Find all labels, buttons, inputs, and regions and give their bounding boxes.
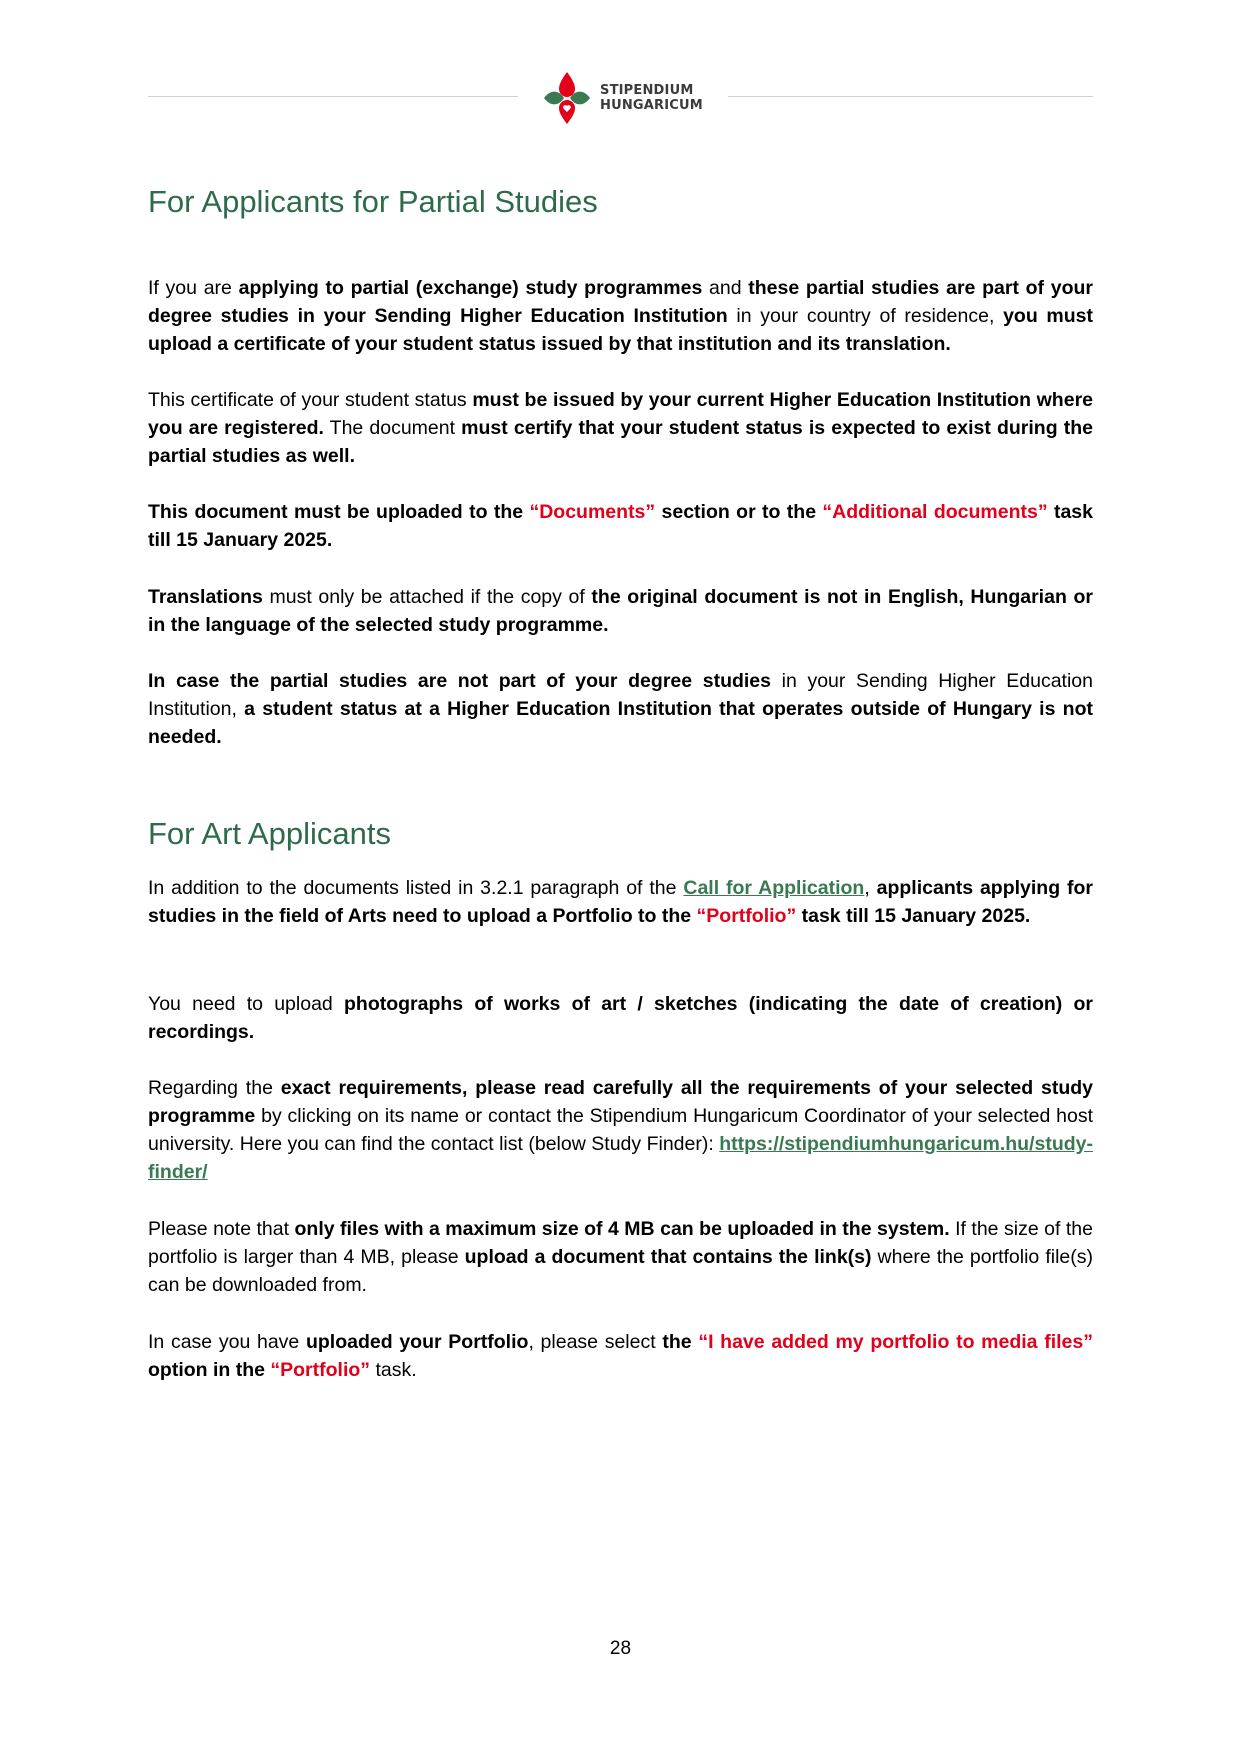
header-rule-left — [148, 96, 518, 97]
text: by clicking on its name or contact the Stipendium Hungaricum Coordinator of your selected host university. Here you can find the contact list (below Study Finder): — [148, 1105, 1093, 1155]
bold-text: task till 15 January 2025. — [796, 905, 1031, 927]
text: and — [702, 277, 749, 299]
bold-text: applicants applying for studies in the field of Arts need to upload a Portfolio to the — [148, 877, 1094, 927]
section-heading-art-applicants: For Art Applicants — [148, 816, 391, 851]
text: This certificate of your student status — [148, 389, 473, 411]
text: The document — [323, 417, 462, 439]
bold-text: section or to the — [655, 501, 823, 523]
paragraph — [148, 498, 1093, 554]
stipendium-hungaricum-logo — [542, 70, 703, 126]
bold-text: This document must be uploaded to the — [148, 501, 530, 523]
paragraph — [148, 874, 1093, 930]
text: task. — [370, 1359, 417, 1381]
text: In case you have — [148, 1331, 306, 1353]
flower-logo-icon — [542, 70, 592, 126]
logo-line-1: STIPENDIUM — [600, 83, 694, 98]
text: In addition to the documents listed in 3.2.1 paragraph of the — [148, 877, 684, 899]
bold-text: must be issued by your current Higher Education Institution where you are registered. — [148, 389, 1094, 439]
text: , please select — [528, 1331, 663, 1353]
section-heading-partial-studies: For Applicants for Partial Studies — [148, 184, 598, 219]
paragraph — [148, 667, 1093, 751]
paragraph — [148, 1074, 1093, 1186]
text: You need to upload — [148, 993, 344, 1015]
header-rule-right — [728, 96, 1093, 97]
bold-text: Translations — [148, 586, 263, 608]
text: where the portfolio file(s) can be downloaded from. — [148, 1246, 1093, 1296]
text: must only be attached if the copy of — [262, 586, 592, 608]
logo-line-2: HUNGARICUM — [600, 98, 703, 113]
bold-text: uploaded your Portfolio — [305, 1331, 529, 1353]
link[interactable]: https://stipendiumhungaricum.hu/study-finder/ — [148, 1133, 1093, 1183]
page-number: 28 — [609, 1638, 632, 1659]
text: If you are — [148, 277, 239, 299]
bold-text: upload a document that contains the link(s) — [464, 1246, 872, 1268]
bold-text: exact requirements, please read carefully all the requirements of your selected study programme — [148, 1077, 1093, 1127]
text: , — [864, 877, 877, 899]
text: Please note that — [148, 1218, 295, 1240]
bold-text: In case the partial studies are not part of your degree studies — [148, 670, 771, 692]
highlighted-term: “Portfolio” — [270, 1359, 371, 1381]
text: If the size of the portfolio is larger than 4 MB, please — [148, 1218, 1093, 1268]
highlighted-term: “Documents” — [529, 501, 656, 523]
bold-text: must certify that your student status is expected to exist during the partial studies as well. — [148, 417, 1093, 467]
bold-text: only files with a maximum size of 4 MB can be uploaded in the system. — [294, 1218, 950, 1240]
highlighted-term: “Portfolio” — [696, 905, 797, 927]
paragraph — [148, 1215, 1093, 1299]
text: in your country of residence, — [727, 305, 1004, 327]
highlighted-term: “I have added my portfolio to media files” — [698, 1331, 1093, 1353]
paragraph — [148, 386, 1093, 470]
bold-text: option in the — [148, 1359, 271, 1381]
bold-text: the original document is not in English, Hungarian or in the language of the selected study programme. — [148, 586, 1093, 636]
bold-text: these partial studies are part of your degree studies in your Sending Higher Education Institution — [148, 277, 1094, 327]
bold-text: a student status at a Higher Education Institution that operates outside of Hungary is not needed. — [148, 698, 1093, 748]
paragraph — [148, 990, 1093, 1046]
text: in your Sending Higher Education Institution, — [148, 670, 1094, 720]
paragraph — [148, 274, 1093, 358]
link[interactable]: Call for Application — [683, 877, 865, 899]
bold-text: task till 15 January 2025. — [148, 501, 1094, 551]
text: Regarding the — [148, 1077, 281, 1099]
highlighted-term: “Additional documents” — [822, 501, 1048, 523]
paragraph — [148, 1328, 1093, 1384]
bold-text: you must upload a certificate of your student status issued by that institution and its translation. — [148, 305, 1093, 355]
paragraph — [148, 583, 1093, 639]
bold-text: photographs of works of art / sketches (indicating the date of creation) or recordings. — [148, 993, 1093, 1043]
bold-text: the — [662, 1331, 699, 1353]
bold-text: applying to partial (exchange) study programmes — [238, 277, 703, 299]
